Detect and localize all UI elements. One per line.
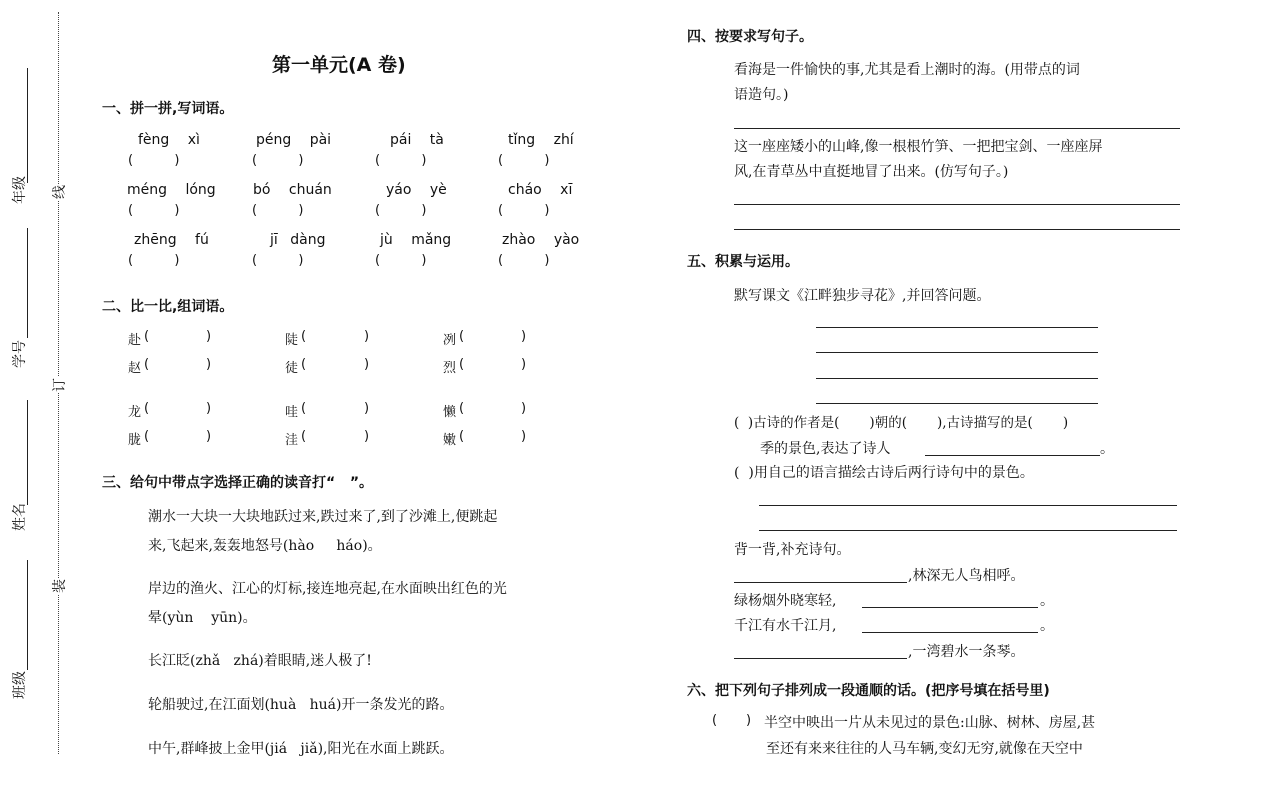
s4-question1-line1: 看海是一件愉快的事,尤其是看上潮时的海。(用带点的词 — [734, 62, 1080, 78]
order-paren[interactable]: ( ) — [712, 713, 752, 728]
poem-blank-line[interactable] — [734, 582, 907, 583]
answer-blank[interactable]: ( ) — [375, 203, 427, 218]
sentence-line[interactable]: 中午,群峰披上金甲(jiá jiǎ),阳光在水面上跳跃。 — [148, 741, 454, 757]
answer-blank[interactable]: ( ) — [128, 203, 180, 218]
s4-answer-line[interactable] — [734, 229, 1180, 230]
s4-answer-line[interactable] — [734, 204, 1180, 205]
paren-close[interactable]: ) — [206, 329, 212, 344]
paren-open[interactable]: ( — [144, 357, 150, 372]
poem-line4: ,一湾碧水一条琴。 — [908, 644, 1025, 660]
poem-period: 。 — [1040, 593, 1054, 609]
name-label: 姓名 — [12, 503, 28, 531]
compare-char: 赴 — [128, 333, 142, 348]
s4-answer-line[interactable] — [734, 128, 1180, 129]
s5-answer-line[interactable] — [759, 530, 1177, 531]
section3-heading: 三、给句中带点字选择正确的读音打“ ”。 — [102, 475, 374, 491]
id-write-line — [27, 228, 28, 338]
poem-write-line[interactable] — [816, 403, 1098, 404]
answer-blank[interactable]: ( ) — [252, 153, 304, 168]
pinyin-item: tǐng zhí — [508, 132, 574, 148]
compare-char: 胧 — [128, 433, 142, 448]
pinyin-item: zhēng fú — [134, 232, 209, 248]
paren-open[interactable]: ( — [301, 401, 307, 416]
answer-blank[interactable]: ( ) — [252, 253, 304, 268]
poem-line1: ,林深无人鸟相呼。 — [908, 568, 1025, 584]
pinyin-item: zhào yào — [502, 232, 580, 248]
binding-char-order: 订 — [52, 378, 68, 392]
pinyin-item: fèng xì — [138, 132, 200, 148]
answer-blank[interactable]: ( ) — [498, 203, 550, 218]
sentence-line[interactable]: 轮船驶过,在江面划(huà huá)开一条发光的路。 — [148, 697, 454, 713]
s5-question1-line1[interactable]: ( )古诗的作者是( )朝的( ),古诗描写的是( ) — [734, 415, 1069, 431]
poem-blank-line[interactable] — [734, 658, 907, 659]
class-label: 班级 — [12, 671, 28, 699]
poem-write-line[interactable] — [816, 352, 1098, 353]
grade-write-line — [27, 68, 28, 183]
pinyin-item: bó chuán — [253, 182, 332, 198]
s6-sentence-line2: 至还有来来往往的人马车辆,变幻无穷,就像在天空中 — [766, 741, 1083, 757]
paren-open[interactable]: ( — [459, 329, 465, 344]
answer-blank[interactable]: ( ) — [498, 253, 550, 268]
compare-char: 陡 — [285, 333, 299, 348]
grade-label: 年级 — [12, 176, 28, 204]
paren-close[interactable]: ) — [521, 401, 527, 416]
compare-char: 烈 — [443, 361, 457, 376]
pinyin-item: jī dàng — [270, 232, 326, 248]
page-title: 第一单元(A 卷) — [272, 54, 406, 76]
paren-close[interactable]: ) — [206, 429, 212, 444]
pinyin-item: péng pài — [256, 132, 332, 148]
poem-line2: 绿杨烟外晓寒轻, — [734, 593, 837, 609]
paren-close[interactable]: ) — [521, 357, 527, 372]
paren-open[interactable]: ( — [144, 429, 150, 444]
paren-open[interactable]: ( — [144, 329, 150, 344]
s5-question1-line2a: 季的景色,表达了诗人 — [760, 441, 891, 457]
s5-answer-line[interactable] — [925, 455, 1100, 456]
paren-close[interactable]: ) — [521, 429, 527, 444]
s5-question2[interactable]: ( )用自己的语言描绘古诗后两行诗句中的景色。 — [734, 465, 1034, 481]
class-write-line — [27, 560, 28, 670]
answer-blank[interactable]: ( ) — [498, 153, 550, 168]
s4-question2-line2: 风,在青草丛中直挺地冒了出来。(仿写句子。) — [734, 164, 1009, 180]
pinyin-item: méng lóng — [127, 182, 216, 198]
answer-blank[interactable]: ( ) — [128, 253, 180, 268]
pinyin-item: pái tà — [390, 132, 444, 148]
paren-open[interactable]: ( — [459, 357, 465, 372]
paren-open[interactable]: ( — [459, 401, 465, 416]
sentence-line: 岸边的渔火、江心的灯标,接连地亮起,在水面映出红色的光 — [148, 581, 507, 597]
section1-heading: 一、拼一拼,写词语。 — [102, 101, 234, 117]
pinyin-item: cháo xī — [508, 182, 573, 198]
paren-open[interactable]: ( — [301, 357, 307, 372]
compare-char: 哇 — [285, 405, 299, 420]
sentence-line[interactable]: 晕(yùn yūn)。 — [148, 610, 257, 626]
s5-question1-line2b: 。 — [1100, 441, 1114, 457]
s4-question1-line2: 语造句。) — [734, 87, 789, 103]
pinyin-item: jù mǎng — [380, 232, 452, 248]
section4-heading: 四、按要求写句子。 — [687, 29, 813, 45]
binding-char-line: 线 — [52, 185, 68, 199]
s5-recite: 背一背,补充诗句。 — [734, 542, 851, 558]
s5-answer-line[interactable] — [759, 505, 1177, 506]
sentence-line[interactable]: 长江眨(zhǎ zhá)着眼睛,迷人极了! — [148, 653, 372, 669]
compare-char: 赵 — [128, 361, 142, 376]
answer-blank[interactable]: ( ) — [128, 153, 180, 168]
poem-period: 。 — [1040, 618, 1054, 634]
student-id-label: 学号 — [12, 340, 28, 368]
s4-question2-line1: 这一座座矮小的山峰,像一根根竹笋、一把把宝剑、一座座屏 — [734, 139, 1103, 155]
compare-char: 徒 — [285, 361, 299, 376]
answer-blank[interactable]: ( ) — [252, 203, 304, 218]
section6-heading: 六、把下列句子排列成一段通顺的话。(把序号填在括号里) — [687, 683, 1050, 699]
section2-heading: 二、比一比,组词语。 — [102, 299, 234, 315]
section5-heading: 五、积累与运用。 — [687, 254, 799, 270]
answer-blank[interactable]: ( ) — [375, 153, 427, 168]
poem-blank-line[interactable] — [862, 632, 1038, 633]
paren-close[interactable]: ) — [206, 401, 212, 416]
paren-open[interactable]: ( — [301, 329, 307, 344]
paren-close[interactable]: ) — [364, 401, 370, 416]
pinyin-item: yáo yè — [386, 182, 447, 198]
s5-intro: 默写课文《江畔独步寻花》,并回答问题。 — [734, 288, 991, 304]
compare-char: 嫩 — [443, 433, 457, 448]
poem-line3: 千江有水千江月, — [734, 618, 837, 634]
compare-char: 洼 — [285, 433, 299, 448]
paren-close[interactable]: ) — [521, 329, 527, 344]
paren-close[interactable]: ) — [364, 357, 370, 372]
compare-char: 冽 — [443, 333, 457, 348]
compare-char: 懒 — [443, 405, 457, 420]
poem-blank-line[interactable] — [862, 607, 1038, 608]
paren-open[interactable]: ( — [301, 429, 307, 444]
sentence-line: 潮水一大块一大块地跃过来,跌过来了,到了沙滩上,便跳起 — [148, 509, 498, 525]
compare-char: 龙 — [128, 405, 142, 420]
answer-blank[interactable]: ( ) — [375, 253, 427, 268]
sentence-line[interactable]: 来,飞起来,轰轰地怒号(hào háo)。 — [148, 538, 382, 554]
binding-char-bind: 装 — [52, 579, 68, 593]
name-write-line — [27, 400, 28, 505]
poem-write-line[interactable] — [816, 327, 1098, 328]
poem-write-line[interactable] — [816, 378, 1098, 379]
paren-open[interactable]: ( — [144, 401, 150, 416]
s6-sentence-line1: 半空中映出一片从未见过的景色:山脉、树林、房屋,甚 — [764, 715, 1096, 731]
paren-close[interactable]: ) — [364, 429, 370, 444]
paren-close[interactable]: ) — [206, 357, 212, 372]
paren-open[interactable]: ( — [459, 429, 465, 444]
paren-close[interactable]: ) — [364, 329, 370, 344]
